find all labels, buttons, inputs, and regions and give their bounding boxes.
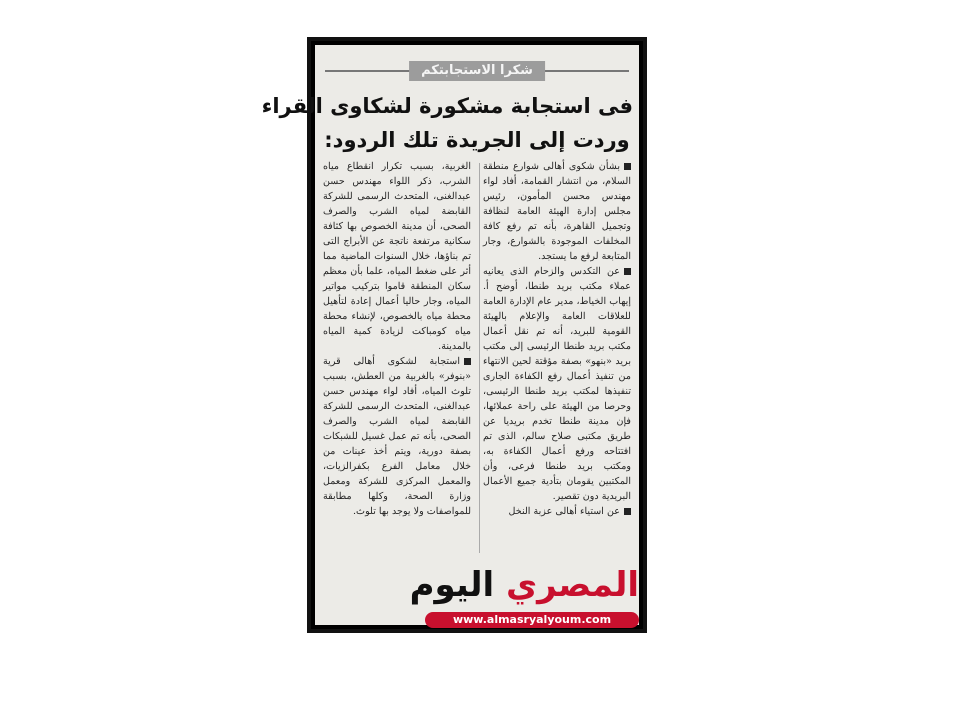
logo-word-black: اليوم <box>409 565 495 605</box>
headline-line-1: فى استجابة مشكورة لشكاوى القراء <box>261 94 633 118</box>
paragraph-text: بشأن شكوى أهالى شوارع منطقة السلام، من انتشار القمامة، أفاد لواء مهندس محسن المأمون، رئيس مجلس إدارة الهيئة العامة لنظافة وتجميل القاهرة، بأنه تم رفع كافة المخلفات الموجودة بالشوارع، وجار المتابعة لرفع ما يستجد. <box>483 161 631 262</box>
paragraph-text: الغربية، بسبب تكرار انقطاع مياه الشرب، ذكر اللواء مهندس حسن عبدالغنى، المتحدث الرسمى للشركة القابضة لمياه الشرب والصرف الصحى، أن مدينة الخصوص بها كثافة سكانية مرتفعة ناتجة عن الأبراج التى تم بناؤها، خلال السنوات الماضية مما أثر على ضغط المياه، علما بأن معظم سكان المنطقة قاموا بتركيب مواتير المياه، وجار حاليا أعمال إعادة لتأهيل محطة مياه بالخصوص، لإنشاء محطة مياه كومباكت لزيادة كمية المياه بالمدينة. <box>323 161 471 352</box>
column-divider <box>479 163 480 553</box>
right-column <box>483 159 631 559</box>
bullet-square-icon <box>464 358 471 365</box>
logo-word-red: المصري <box>505 565 639 605</box>
paragraph-text: عن استياء أهالى عزبة النخل <box>508 506 620 517</box>
article-paragraph <box>483 264 631 504</box>
paragraph-text: استجابة لشكوى أهالى قرية «بنوفر» بالغربية من العطش، بسبب تلوث المياه، أفاد لواء مهندس حسن عبدالغنى، المتحدث الرسمى للشركة القابضة لمياه الشرب والصرف الصحى، بأنه تم عمل غسيل للشبكات بصفة دورية، ويتم أخذ عينات من خلال معامل الفرع بكفرالزيات، والمعمل المركزى للشركة ومعمل وزارة الصحة، وكلها مطابقة للمواصفات ولا يوجد بها تلوث. <box>323 356 471 517</box>
bullet-square-icon <box>624 268 631 275</box>
newspaper-logo <box>409 565 639 605</box>
article-paragraph <box>323 354 471 519</box>
article-body <box>323 159 631 559</box>
headline-line-2: وردت إلى الجريدة تلك الردود: <box>324 128 630 152</box>
article-paragraph <box>483 159 631 264</box>
website-url-banner: www.almasryalyoum.com <box>425 612 639 628</box>
bullet-square-icon <box>624 508 631 515</box>
newspaper-clipping <box>261 45 639 626</box>
paragraph-text: عن التكدس والزحام الذى يعانيه عملاء مكتب بريد طنطا، أوضح أ. إيهاب الخياط، مدير عام الإدارة العامة للعلاقات العامة والإعلام بالهيئة القومية للبريد، أنه تم نقل أعمال مكتب بريد طنطا الرئيسى إلى مكتب بريد «بنهو» بصفة مؤقتة لحين الانتهاء من تنفيذ أعمال رفع الكفاءة الجارى تنفيذها لمكتب بريد طنطا الرئيسى، وحرصا من الهيئة على راحة عملائها، فإن مدينة طنطا تخدم بريديا عن طريق مكتبى صلاح سالم، الذى تم افتتاحه ورفع أعمال الكفاءة به، ومكتب بريد طنطا فرعى، وأن المكتبين يقومان بتأدية جميع الأعمال البريدية دون تقصير. <box>483 266 631 502</box>
article-paragraph <box>483 504 631 519</box>
article-paragraph <box>323 159 471 354</box>
kicker-label: شكرا الاستجابتكم <box>409 61 545 81</box>
headline <box>261 89 633 157</box>
bullet-square-icon <box>624 163 631 170</box>
clipping-frame <box>261 37 647 633</box>
kicker-bar <box>325 61 629 81</box>
left-column <box>323 159 471 559</box>
